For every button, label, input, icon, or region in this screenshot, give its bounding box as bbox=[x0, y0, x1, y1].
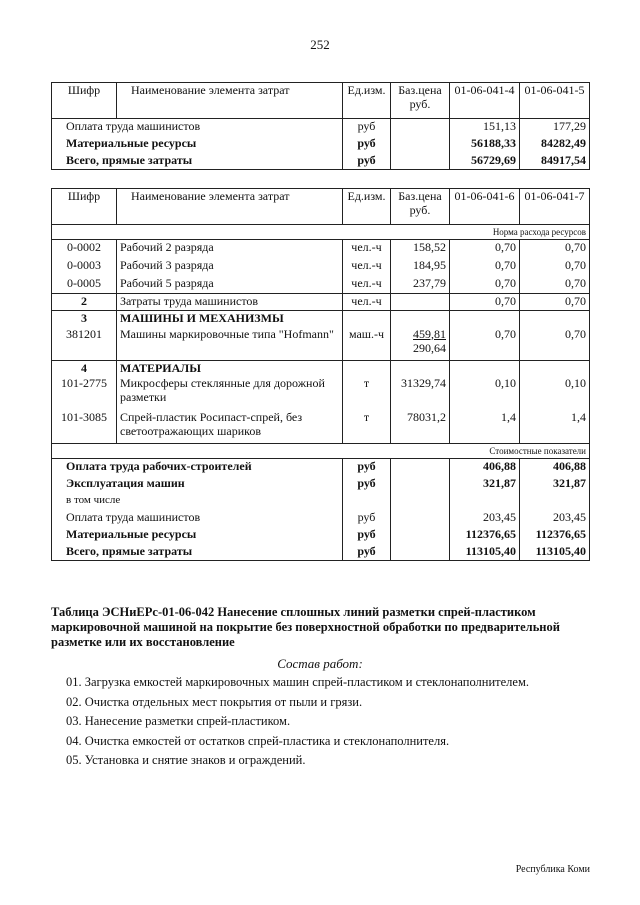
list-item: 01. Загрузка емкостей маркировочных машин спрей-пластиком и стеклонаполнителем. bbox=[66, 675, 530, 689]
header-code: Шифр bbox=[52, 83, 117, 119]
table-row: Материальные ресурсы руб 112376,65 112376,65 bbox=[52, 527, 590, 544]
table-row: Эксплуатация машин руб 321,87 321,87 bbox=[52, 476, 590, 493]
header-base-price: Баз.цена руб. bbox=[391, 189, 450, 225]
price-bottom: 290,64 bbox=[413, 340, 446, 355]
table-caption: Таблица ЭСНиЕРс-01-06-042 Нанесение сплошных линий разметки спрей-пластиком маркировочной машиной на покрытие без поверхностной обработки по предварительной разметке или их восстановление bbox=[51, 605, 560, 649]
header-col-a: 01-06-041-4 bbox=[450, 83, 520, 119]
table-header bbox=[52, 83, 590, 119]
header-code: Шифр bbox=[52, 189, 117, 225]
table-header bbox=[52, 189, 590, 225]
table-row: Оплата труда машинистов руб 203,45 203,45 bbox=[52, 510, 590, 527]
header-unit: Ед.изм. bbox=[343, 83, 391, 119]
section-header-machines: 3 МАШИНЫ И МЕХАНИЗМЫ bbox=[52, 311, 590, 327]
header-col-b: 01-06-041-5 bbox=[520, 83, 590, 119]
table-row: 0-0003 Рабочий 3 разряда чел.-ч 184,95 0,70 0,70 bbox=[52, 258, 590, 276]
header-base-price: Баз.цена руб. bbox=[391, 83, 450, 119]
price-top: 459,81 bbox=[413, 326, 446, 341]
list-item: 03. Нанесение разметки спрей-пластиком. bbox=[66, 714, 291, 728]
work-list bbox=[66, 673, 606, 771]
page-number: 252 bbox=[310, 37, 330, 52]
cost-table-1 bbox=[51, 82, 590, 170]
cost-label-row: Стоимостные показатели bbox=[52, 444, 590, 459]
table-row: 101-3085 Спрей-пластик Росипаст-спрей, без светоотражающих шариков т 78031,2 1,4 1,4 bbox=[52, 410, 590, 444]
list-item: 04. Очистка емкостей от остатков спрей-пластика и стеклонаполнителя. bbox=[66, 733, 450, 748]
table-row: Оплата труда рабочих-строителей руб 406,88 406,88 bbox=[52, 459, 590, 476]
header-col-b: 01-06-041-7 bbox=[520, 189, 590, 225]
table-row: 381201 Машины маркировочные типа "Hofmann" маш.-ч 459,81 290,64 0,70 0,70 bbox=[52, 327, 590, 361]
table-row: 0-0005 Рабочий 5 разряда чел.-ч 237,79 0,70 0,70 bbox=[52, 276, 590, 294]
list-item: 05. Установка и снятие знаков и ограждений. bbox=[66, 753, 306, 767]
list-item: 02. Очистка отдельных мест покрытия от пыли и грязи. bbox=[66, 694, 363, 709]
section-header-materials: 4 МАТЕРИАЛЫ bbox=[52, 361, 590, 376]
cost-table-2 bbox=[51, 188, 590, 561]
header-unit: Ед.изм. bbox=[343, 189, 391, 225]
table-row: Материальные ресурсы руб 56188,33 84282,49 bbox=[52, 136, 590, 153]
table-row: Всего, прямые затраты руб 56729,69 84917,54 bbox=[52, 153, 590, 170]
header-name: Наименование элемента затрат bbox=[117, 83, 343, 119]
table-row: 101-2775 Микросферы стеклянные для дорожной разметки т 31329,74 0,10 0,10 bbox=[52, 376, 590, 410]
work-composition-title: Состав работ: bbox=[277, 656, 363, 671]
table-row: 2 Затраты труда машинистов чел.-ч 0,70 0,70 bbox=[52, 294, 590, 311]
norm-label-row: Норма расхода ресурсов bbox=[52, 225, 590, 240]
table-row: Всего, прямые затраты руб 113105,40 113105,40 bbox=[52, 544, 590, 561]
header-col-a: 01-06-041-6 bbox=[450, 189, 520, 225]
table-row: Оплата труда машинистов руб 151,13 177,29 bbox=[52, 119, 590, 136]
table-row: 0-0002 Рабочий 2 разряда чел.-ч 158,52 0,70 0,70 bbox=[52, 240, 590, 258]
footer-region: Республика Коми bbox=[515, 864, 590, 875]
header-name: Наименование элемента затрат bbox=[117, 189, 343, 225]
table-row: в том числе bbox=[52, 493, 590, 510]
